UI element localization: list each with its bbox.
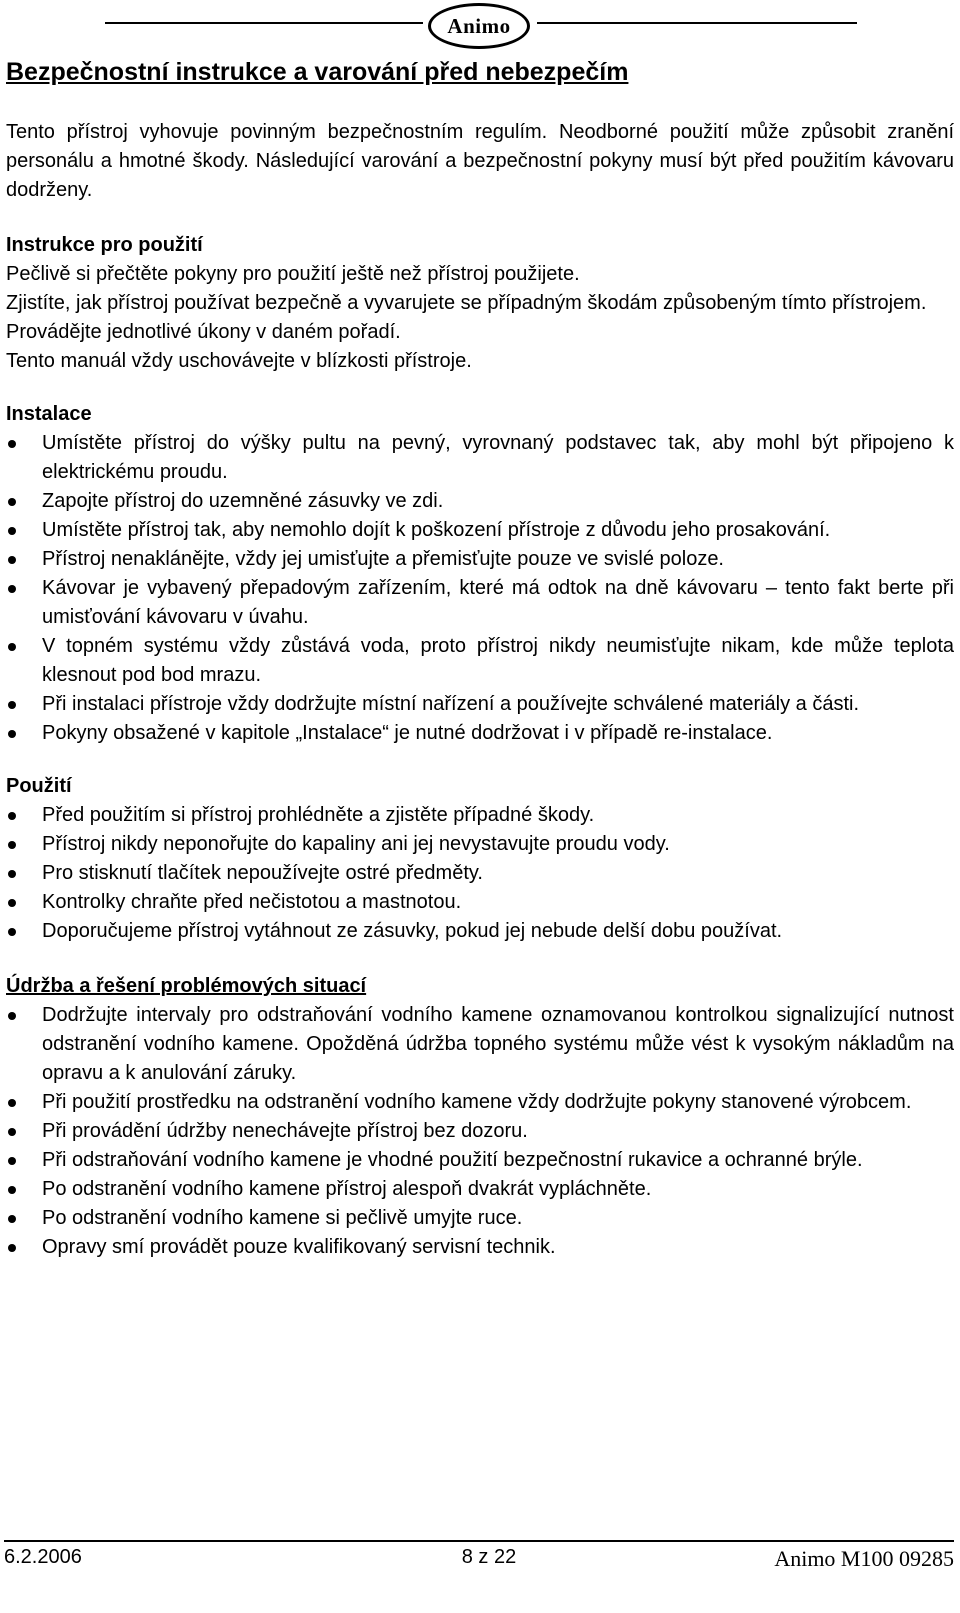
- list-item: Po odstranění vodního kamene přístroj alespoň dvakrát vypláchněte.: [6, 1175, 954, 1204]
- list-item: Dodržujte intervaly pro odstraňování vodního kamene oznamovanou kontrolkou signalizující nutnost odstranění vodního kamene. Opožděná údržba topného systému může vést k vysokým nákladům na opravu a k anulování záruky.: [6, 1001, 954, 1088]
- list-item: Kávovar je vybavený přepadovým zařízením, které má odtok na dně kávovaru – tento fakt berte při umisťování kávovaru v úvahu.: [6, 574, 954, 632]
- animo-logo: [428, 3, 530, 49]
- usage-list: [6, 801, 954, 946]
- list-item: Přístroj nenaklánějte, vždy jej umisťujte a přemisťujte pouze ve svislé poloze.: [6, 545, 954, 574]
- list-item: Po odstranění vodního kamene si pečlivě umyjte ruce.: [6, 1204, 954, 1233]
- list-item: Přístroj nikdy neponořujte do kapaliny ani jej nevystavujte proudu vody.: [6, 830, 954, 859]
- page-number: 8 z 22: [461, 1546, 517, 1568]
- list-item: Zapojte přístroj do uzemněné zásuvky ve zdi.: [6, 487, 954, 516]
- maintenance-section: [6, 972, 954, 1262]
- list-item: Při odstraňování vodního kamene je vhodné použití bezpečnostní rukavice a ochranné brýle.: [6, 1146, 954, 1175]
- list-item: Pokyny obsažené v kapitole „Instalace“ je nutné dodržovat i v případě re-instalace.: [6, 719, 954, 748]
- list-item: Umístěte přístroj tak, aby nemohlo dojít k poškození přístroje z důvodu jeho prosakování.: [6, 516, 954, 545]
- footer-rule: [4, 1540, 954, 1542]
- footer-date: 6.2.2006: [4, 1546, 82, 1568]
- instructions-section: [6, 231, 954, 376]
- list-item: Před použitím si přístroj prohlédněte a zjistěte případné škody.: [6, 801, 954, 830]
- installation-list: [6, 429, 954, 748]
- page-header: [0, 0, 960, 60]
- instructions-line: Provádějte jednotlivé úkony v daném pořadí.: [6, 321, 401, 343]
- instructions-title: Instrukce pro použití: [6, 234, 203, 256]
- list-item: Doporučujeme přístroj vytáhnout ze zásuvky, pokud jej nebude delší dobu používat.: [6, 917, 954, 946]
- list-item: Při provádění údržby nenechávejte přístroj bez dozoru.: [6, 1117, 954, 1146]
- logo-text: Animo: [447, 13, 511, 38]
- instructions-line: Tento manuál vždy uschovávejte v blízkosti přístroje.: [6, 350, 472, 372]
- installation-section: [6, 400, 954, 748]
- list-item: Pro stisknutí tlačítek nepoužívejte ostré předměty.: [6, 859, 954, 888]
- list-item: V topném systému vždy zůstává voda, proto přístroj nikdy neumisťujte nikam, kde může teplota klesnout pod bod mrazu.: [6, 632, 954, 690]
- instructions-line: Pečlivě si přečtěte pokyny pro použití ještě než přístroj použijete.: [6, 263, 580, 285]
- list-item: Při instalaci přístroje vždy dodržujte místní nařízení a používejte schválené materiály a části.: [6, 690, 954, 719]
- header-rule-right: [537, 22, 857, 24]
- maintenance-title: Údržba a řešení problémových situací: [6, 975, 367, 997]
- document-body: [6, 54, 954, 1286]
- page-title: Bezpečnostní instrukce a varování před nebezpečím: [6, 58, 629, 86]
- list-item: Umístěte přístroj do výšky pultu na pevný, vyrovnaný podstavec tak, aby mohl být připojeno k elektrickému proudu.: [6, 429, 954, 487]
- footer-model: Animo M100 09285: [774, 1546, 954, 1571]
- page-footer: [4, 1540, 954, 1580]
- list-item: Opravy smí provádět pouze kvalifikovaný servisní technik.: [6, 1233, 954, 1262]
- maintenance-list: [6, 1001, 954, 1262]
- intro-paragraph: Tento přístroj vyhovuje povinným bezpečnostním regulím. Neodborné použití může způsobit zranění personálu a hmotné škody. Následující varování a bezpečnostní pokyny musí být před použitím kávovaru dodrženy.: [6, 121, 954, 201]
- usage-title: Použití: [6, 775, 72, 797]
- list-item: Kontrolky chraňte před nečistotou a mastnotou.: [6, 888, 954, 917]
- list-item: Při použití prostředku na odstranění vodního kamene vždy dodržujte pokyny stanovené výrobcem.: [6, 1088, 954, 1117]
- installation-title: Instalace: [6, 403, 92, 425]
- header-rule-left: [105, 22, 423, 24]
- instructions-line: Zjistíte, jak přístroj používat bezpečně a vyvarujete se případným škodám způsobeným tímto přístrojem.: [6, 292, 927, 314]
- usage-section: [6, 772, 954, 946]
